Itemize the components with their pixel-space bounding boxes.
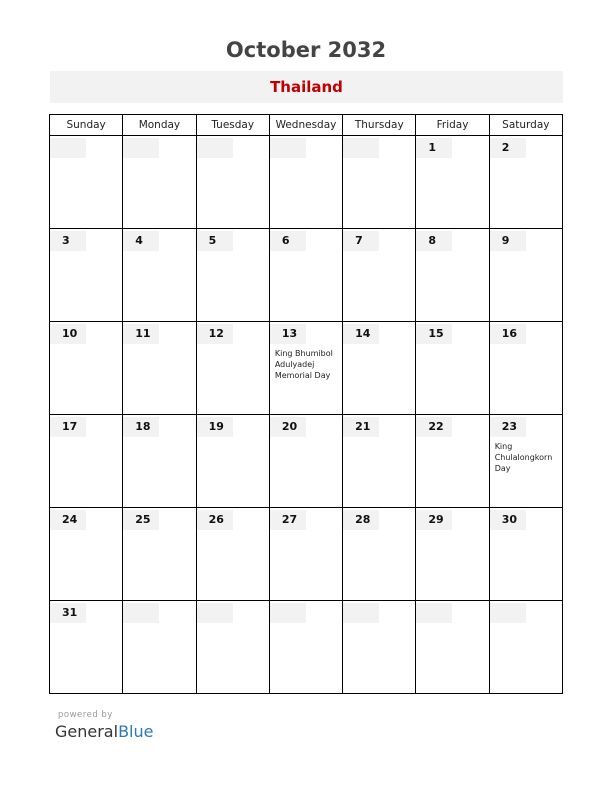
empty-day-cell <box>269 601 342 694</box>
day-cell[interactable] <box>489 229 562 322</box>
day-cell[interactable] <box>50 322 123 415</box>
day-cell[interactable] <box>416 508 489 601</box>
day-cell[interactable] <box>489 136 562 229</box>
day-cell[interactable] <box>123 508 196 601</box>
day-cell[interactable] <box>416 136 489 229</box>
day-number: 14 <box>343 324 379 344</box>
day-cell[interactable] <box>196 508 269 601</box>
day-cell[interactable] <box>123 322 196 415</box>
day-cell[interactable] <box>343 322 416 415</box>
day-number: 4 <box>123 231 159 251</box>
day-number: 21 <box>343 417 379 437</box>
day-number: 10 <box>50 324 86 344</box>
country-name: Thailand <box>270 78 343 96</box>
weekday-header: Wednesday <box>269 115 342 136</box>
day-cell[interactable] <box>269 508 342 601</box>
day-number <box>123 603 159 623</box>
country-band <box>50 71 563 103</box>
day-number: 2 <box>490 138 526 158</box>
day-cell[interactable] <box>343 229 416 322</box>
empty-day-cell <box>416 601 489 694</box>
day-cell[interactable] <box>416 322 489 415</box>
empty-day-cell <box>343 601 416 694</box>
day-cell[interactable] <box>489 415 562 508</box>
day-cell[interactable] <box>123 229 196 322</box>
weekday-header: Sunday <box>50 115 123 136</box>
empty-day-cell <box>50 136 123 229</box>
empty-day-cell <box>269 136 342 229</box>
day-cell[interactable] <box>50 229 123 322</box>
day-number: 18 <box>123 417 159 437</box>
day-number: 22 <box>416 417 452 437</box>
empty-day-cell <box>196 136 269 229</box>
week-row <box>50 229 563 322</box>
weekday-header: Tuesday <box>196 115 269 136</box>
day-cell[interactable] <box>343 415 416 508</box>
day-number <box>197 603 233 623</box>
day-cell[interactable] <box>269 415 342 508</box>
brand-logo[interactable] <box>55 722 153 741</box>
day-number: 17 <box>50 417 86 437</box>
day-number: 15 <box>416 324 452 344</box>
day-number: 27 <box>270 510 306 530</box>
day-cell[interactable] <box>50 601 123 694</box>
week-row <box>50 415 563 508</box>
calendar-grid <box>49 114 563 694</box>
day-cell[interactable] <box>196 415 269 508</box>
week-row <box>50 136 563 229</box>
weekday-header: Saturday <box>489 115 562 136</box>
day-cell[interactable] <box>416 229 489 322</box>
day-number <box>416 603 452 623</box>
weekday-header: Monday <box>123 115 196 136</box>
day-number: 13 <box>270 324 306 344</box>
day-number: 23 <box>490 417 526 437</box>
day-number: 30 <box>490 510 526 530</box>
empty-day-cell <box>196 601 269 694</box>
day-cell[interactable] <box>50 415 123 508</box>
holiday-label: King Bhumibol Adulyadej Memorial Day <box>274 349 333 380</box>
day-number: 12 <box>197 324 233 344</box>
brand-blue: Blue <box>118 722 154 741</box>
day-cell[interactable] <box>489 508 562 601</box>
day-number <box>490 603 526 623</box>
day-cell[interactable] <box>343 508 416 601</box>
week-row <box>50 601 563 694</box>
weekday-header: Friday <box>416 115 489 136</box>
day-cell[interactable] <box>416 415 489 508</box>
calendar-body <box>50 136 563 694</box>
weekday-header: Thursday <box>343 115 416 136</box>
day-number <box>50 138 86 158</box>
weekday-header-row <box>50 115 563 136</box>
day-number: 5 <box>197 231 233 251</box>
day-number <box>270 138 306 158</box>
day-number: 31 <box>50 603 86 623</box>
day-number: 19 <box>197 417 233 437</box>
day-number: 6 <box>270 231 306 251</box>
page-title: October 2032 <box>225 38 387 62</box>
day-number <box>270 603 306 623</box>
week-row <box>50 322 563 415</box>
empty-day-cell <box>123 136 196 229</box>
day-cell[interactable] <box>489 322 562 415</box>
empty-day-cell <box>123 601 196 694</box>
day-number: 24 <box>50 510 86 530</box>
day-number: 11 <box>123 324 159 344</box>
empty-day-cell <box>489 601 562 694</box>
day-number: 8 <box>416 231 452 251</box>
day-cell[interactable] <box>50 508 123 601</box>
brand-general: General <box>55 722 119 741</box>
day-cell[interactable] <box>196 322 269 415</box>
day-cell[interactable] <box>196 229 269 322</box>
day-cell[interactable] <box>269 322 342 415</box>
day-number <box>123 138 159 158</box>
day-number: 7 <box>343 231 379 251</box>
day-cell[interactable] <box>123 415 196 508</box>
week-row <box>50 508 563 601</box>
day-number: 26 <box>197 510 233 530</box>
day-number: 3 <box>50 231 86 251</box>
day-number <box>343 603 379 623</box>
day-number <box>343 138 379 158</box>
day-number: 20 <box>270 417 306 437</box>
empty-day-cell <box>343 136 416 229</box>
day-cell[interactable] <box>269 229 342 322</box>
day-number: 28 <box>343 510 379 530</box>
day-number <box>197 138 233 158</box>
holiday-label: King Chulalongkorn Day <box>494 442 553 473</box>
day-number: 1 <box>416 138 452 158</box>
day-number: 9 <box>490 231 526 251</box>
day-number: 25 <box>123 510 159 530</box>
day-number: 29 <box>416 510 452 530</box>
powered-by-text: powered by <box>58 710 113 720</box>
day-number: 16 <box>490 324 526 344</box>
